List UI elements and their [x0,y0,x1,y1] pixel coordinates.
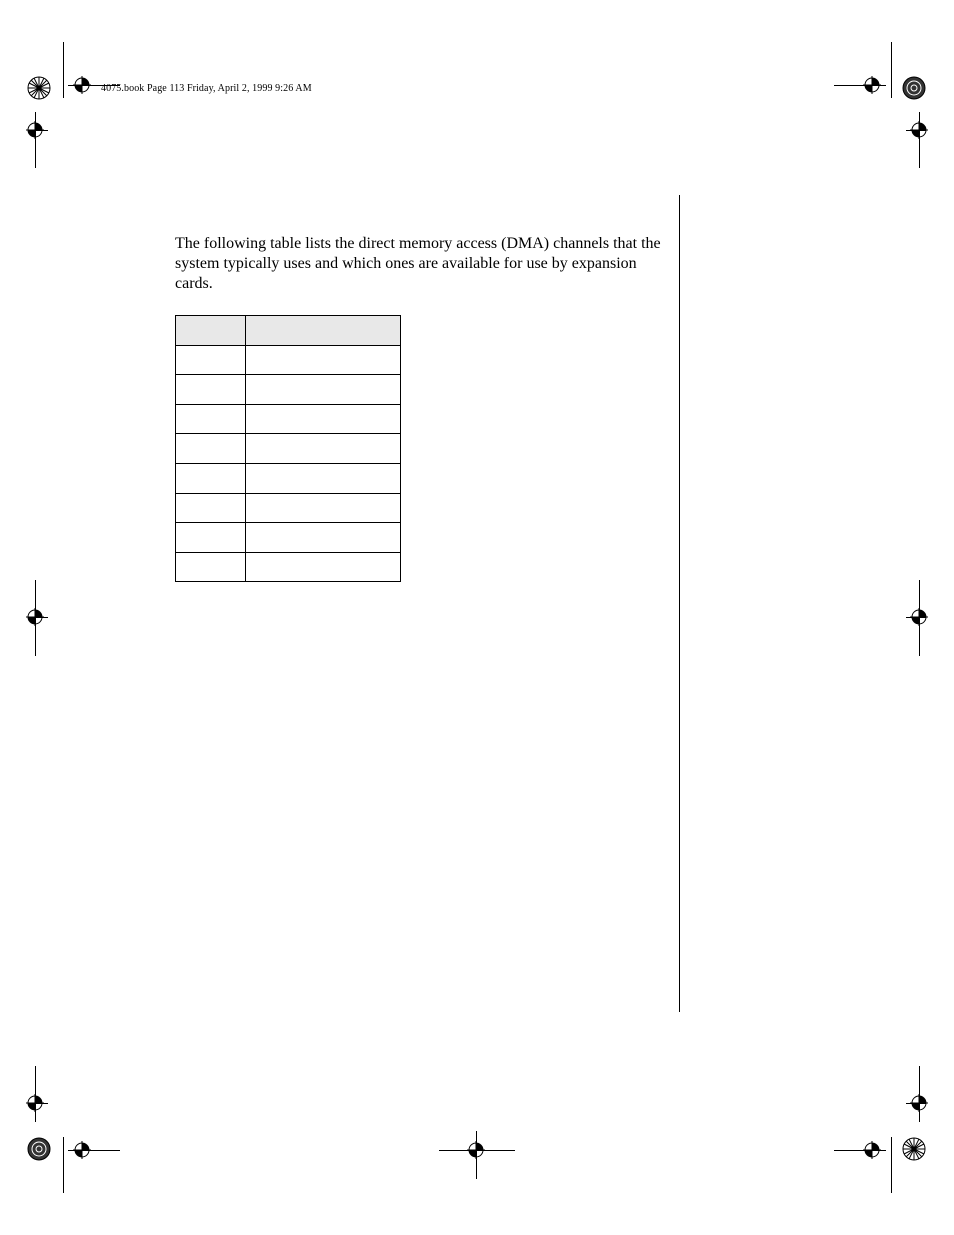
intro-paragraph: The following table lists the direct memory access (DMA) channels that the system typically uses and which ones are available for use by expansion cards. [175,235,661,292]
crosshair-target-icon [467,1141,485,1159]
crosshair-target-icon [863,76,881,94]
starburst-registration-icon [27,76,51,100]
table-cell [246,552,401,582]
starburst-registration-icon [902,1137,926,1161]
starburst-registration-icon [902,76,926,100]
crosshair-target-icon [73,1141,91,1159]
table-row [176,375,401,405]
starburst-registration-icon [27,1137,51,1161]
table-row [176,523,401,553]
crop-mark [63,1137,64,1193]
table-cell [246,375,401,405]
table-cell [246,523,401,553]
crosshair-target-icon [910,1094,928,1112]
print-slug: 4075.book Page 113 Friday, April 2, 1999 9:26 AM [101,83,312,94]
margin-rule [679,195,680,1012]
table-row [176,463,401,493]
table-header-cell [246,316,401,346]
table-cell [246,404,401,434]
table-header-cell [176,316,246,346]
table-cell [246,493,401,523]
table-cell [246,345,401,375]
crosshair-target-icon [910,121,928,139]
crosshair-target-icon [73,76,91,94]
table-cell [176,375,246,405]
table-row [176,434,401,464]
crop-mark [891,42,892,98]
table-row [176,493,401,523]
table-row [176,404,401,434]
table-cell [176,434,246,464]
crosshair-target-icon [26,121,44,139]
table-row [176,345,401,375]
table-cell [176,552,246,582]
crosshair-target-icon [863,1141,881,1159]
dma-channel-table [175,315,401,582]
table-cell [176,523,246,553]
table-header-row [176,316,401,346]
crosshair-target-icon [26,608,44,626]
crosshair-target-icon [26,1094,44,1112]
table-cell [176,493,246,523]
table-cell [246,463,401,493]
table-cell [176,463,246,493]
crop-mark [63,42,64,98]
table-cell [246,434,401,464]
table-cell [176,345,246,375]
crosshair-target-icon [910,608,928,626]
table-cell [176,404,246,434]
crop-mark [891,1137,892,1193]
table-row [176,552,401,582]
